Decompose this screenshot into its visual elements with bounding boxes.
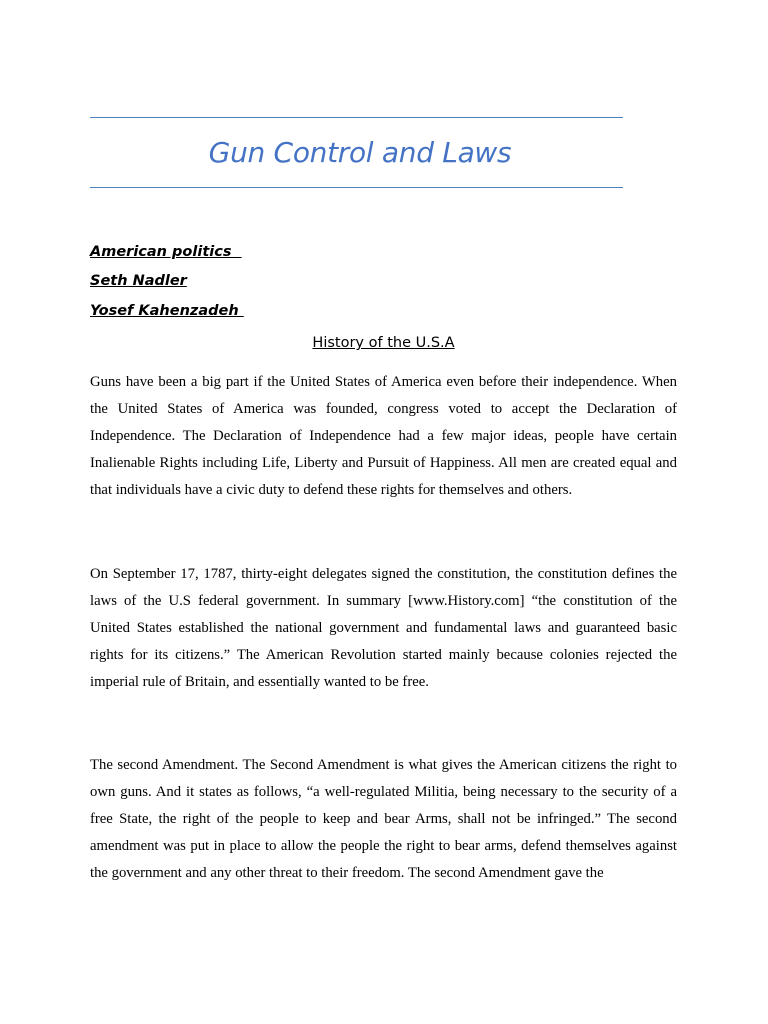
document-title: Gun Control and Laws [208,136,512,169]
course-name: American politics [90,244,242,260]
paragraph-second-amendment: The second Amendment. The Second Amendment is what gives the American citizens the right to own guns. And it states as follows, “a well-regulated Militia, being necessary to the security of a free State, the right of the people to keep and bear Arms, shall not be infringed.” The second amendment was put in place to allow the people the right to bear arms, defend themselves against the government and any other threat to their freedom. The second Amendment gave the [90,757,677,881]
author-name-1: Seth Nadler [90,273,187,289]
section-heading: History of the U.S.A [312,335,455,351]
paragraph-independence: Guns have been a big part if the United States of America even before their independence. When the United States of America was founded, congress voted to accept the Declaration of Independence. The Declaration of Independence had a few major ideas, people have certain Inalienable Rights including Life, Liberty and Pursuit of Happiness. All men are created equal and that individuals have a civic duty to defend these rights for themselves and others. [90,374,677,498]
title-bottom-rule [90,187,623,188]
author-name-2: Yosef Kahenzadeh [90,303,244,319]
paragraph-constitution: On September 17, 1787, thirty-eight delegates signed the constitution, the constitution defines the laws of the U.S federal government. In summary [www.History.com] “the constitution of the United States established the national government and fundamental laws and guaranteed basic rights for its citizens.” The American Revolution started mainly because colonies rejected the imperial rule of Britain, and essentially wanted to be free. [90,566,677,690]
title-top-rule [90,117,623,118]
